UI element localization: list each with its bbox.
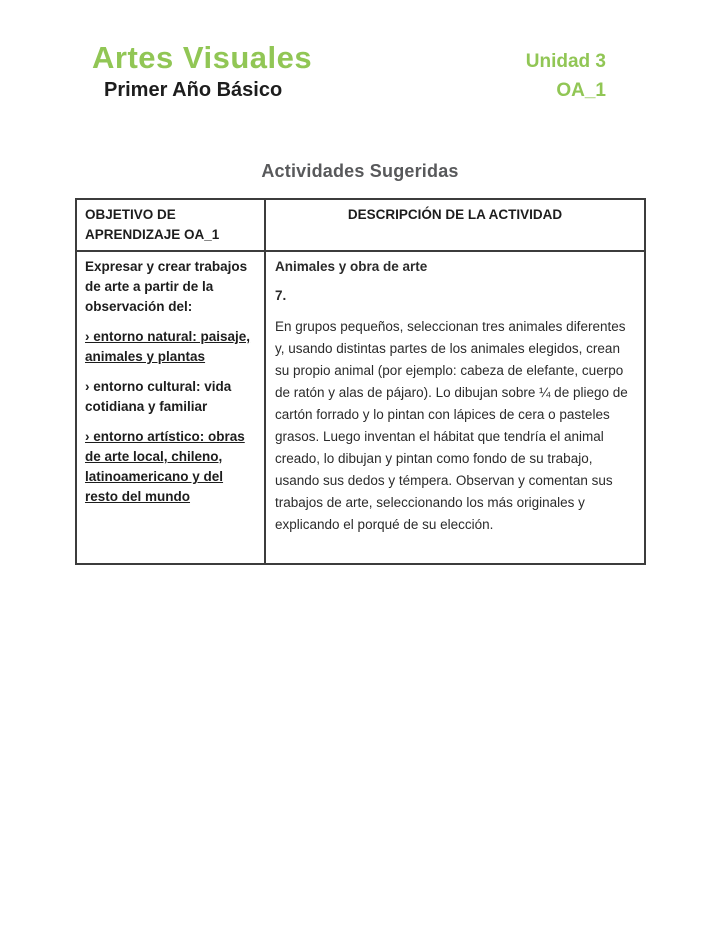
- course-title: Artes Visuales: [92, 40, 313, 75]
- activity-title: Animales y obra de arte: [275, 259, 428, 274]
- column-header-objective: OBJETIVO DE APRENDIZAJE OA_1: [76, 199, 265, 251]
- section-title: Actividades Sugeridas: [261, 161, 459, 181]
- activity-description: En grupos pequeños, seleccionan tres animales diferentes y, usando distintas partes de los animales elegidos, crean su propio animal (por ejemplo: cabeza de elefante, cuerpo de ratón y alas de pájaro). Lo dibujan sobre ¼ de pliego de cartón forrado y lo pintan con lápices de cera o pasteles grasos. Luego inventan el hábitat que tendría el animal creado, lo dibujan y pintan como fondo de su trabajo, usando sus dedos y témpera. Observan y comentan sus trabajos de arte, seleccionando los más originales y explicando el porqué de su elección.: [275, 319, 628, 532]
- header-unit-block: [526, 51, 606, 102]
- table-header-row: [76, 199, 645, 251]
- objective-cell: [76, 251, 265, 564]
- objective-item-natural: › entorno natural: paisaje, animales y plantas: [85, 329, 251, 364]
- objective-intro: Expresar y crear trabajos de arte a partir de la observación del:: [85, 259, 248, 314]
- oa-code-label: OA_1: [556, 80, 606, 101]
- unit-label: Unidad 3: [525, 51, 606, 72]
- objective-item-artistic: › entorno artístico: obras de arte local, chileno, latinoamericano y del resto del mundo: [85, 429, 245, 504]
- course-level: Primer Año Básico: [104, 79, 283, 101]
- objective-item-cultural: › entorno cultural: vida cotidiana y familiar: [85, 379, 232, 414]
- activity-cell: [265, 251, 645, 564]
- activity-number: 7.: [275, 288, 287, 303]
- table-row: [76, 251, 645, 564]
- activities-table: [75, 198, 646, 565]
- column-header-description: DESCRIPCIÓN DE LA ACTIVIDAD: [265, 199, 645, 251]
